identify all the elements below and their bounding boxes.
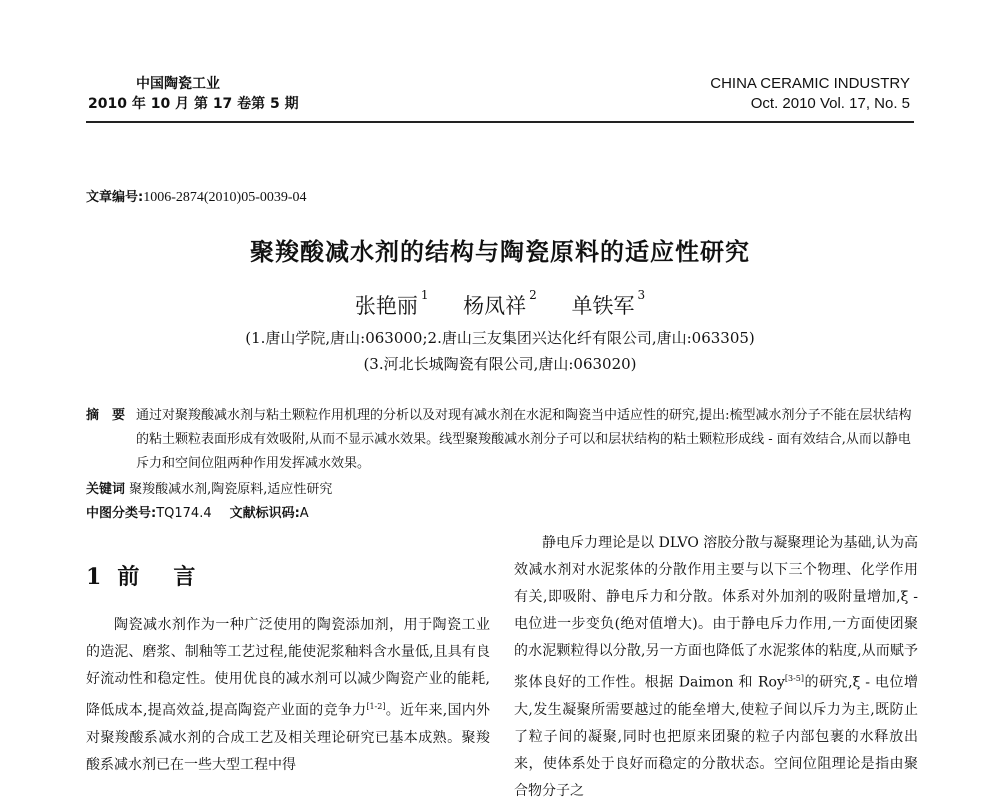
article-number-value: 1006-2874(2010)05-0039-04 bbox=[143, 190, 307, 205]
doc-code-label: 文献标识码: bbox=[229, 506, 300, 521]
header-rule bbox=[86, 121, 914, 123]
doc-code-value: A bbox=[299, 506, 309, 521]
section-title: 前 言 bbox=[117, 564, 202, 590]
keywords-text: 聚羧酸减水剂,陶瓷原料,适应性研究 bbox=[129, 482, 333, 497]
author: 单铁军 $^3$ bbox=[571, 288, 646, 318]
abstract bbox=[86, 404, 916, 476]
keywords bbox=[86, 478, 332, 497]
journal-name-en: CHINA CERAMIC INDUSTRY bbox=[710, 75, 910, 92]
body-column-left bbox=[86, 612, 490, 779]
issue-info-cn: 2010 年 10 月 第 17 卷第 5 期 bbox=[88, 96, 299, 112]
journal-name-cn: 中国陶瓷工业 bbox=[136, 76, 220, 92]
abstract-label: 摘 要 bbox=[86, 408, 126, 423]
article-number-label: 文章编号: bbox=[86, 190, 144, 205]
article-number bbox=[86, 186, 307, 206]
keywords-label: 关键词 bbox=[86, 482, 126, 497]
citation-ref: [1-2] bbox=[366, 702, 386, 711]
author: 张艳丽 $^1$ bbox=[354, 288, 429, 318]
paper-title: 聚羧酸减水剂的结构与陶瓷原料的适应性研究 bbox=[250, 238, 750, 266]
clc-value: TQ174.4 bbox=[156, 506, 212, 521]
classification bbox=[86, 502, 309, 521]
journal-header-en bbox=[710, 74, 910, 114]
section-heading bbox=[86, 560, 201, 591]
journal-header-cn bbox=[88, 74, 299, 114]
section-number: 1 bbox=[86, 564, 108, 590]
affiliation-line-1: (1.唐山学院,唐山:063000;2.唐山三友集团兴达化纤有限公司,唐山:063305) bbox=[245, 329, 755, 347]
author: 杨凤祥 $^2$ bbox=[463, 288, 537, 318]
issue-info-en: Oct. 2010 Vol. 17, No. 5 bbox=[750, 95, 910, 112]
affiliation-line-2: (3.河北长城陶瓷有限公司,唐山:063020) bbox=[363, 355, 637, 373]
citation-ref: [3-5] bbox=[784, 674, 805, 683]
abstract-text: 通过对聚羧酸减水剂与粘土颗粒作用机理的分析以及对现有减水剂在水泥和陶瓷当中适应性的研究,提出:梳型减水剂分子不能在层状结构的粘土颗粒表面形成有效吸附,从而不显示减水效果。线型聚羧酸减水剂分子可以和层状结构的粘土颗粒形成线 - 面有效结合,从而以静电斥力和空间位阻两种作用发挥减水效果。 bbox=[136, 408, 912, 471]
body-column-right bbox=[514, 530, 918, 805]
body-paragraph: 陶瓷减水剂作为一种广泛使用的陶瓷添加剂，用于陶瓷工业的造泥、磨浆、制釉等工艺过程,能使泥浆釉料含水量低,且具有良好流动性和稳定性。使用优良的减水剂可以减少陶瓷产业的能耗,降低成本,提高效益,提高陶瓷产业面的竞争力[1-2]。近年来,国内外对聚羧酸系减水剂的合成工艺及相关理论研究已基本成熟。聚羧酸系减水剂已在一些大型工程中得 bbox=[86, 617, 490, 773]
body-paragraph: 静电斥力理论是以 DLVO 溶胶分散与凝聚理论为基础,认为高效减水剂对水泥浆体的分散作用主要与以下三个物理、化学作用有关,即吸附、静电斥力和分散。体系对外加剂的吸附量增加,ξ - 电位进一步变负(绝对值增大)。由于静电斥力作用,一方面使团聚的水泥颗粒得以分散,另一方面也降低了水泥浆体的粘度,从而赋予浆体良好的工作性。根据 Daimon 和 Roy[3-5]的研究,ξ - 电位增大,发生凝聚所需要越过的能垒增大,使粒子间以斥力为主,既防止了粒子间的凝聚,同时也把原来团聚的粒子内部包裹的水释放出来，使体系处于良好而稳定的分散状态。空间位阻理论是指由聚合物分子之 bbox=[514, 535, 919, 799]
clc-label: 中图分类号: bbox=[86, 506, 157, 521]
author-list bbox=[0, 290, 1000, 320]
